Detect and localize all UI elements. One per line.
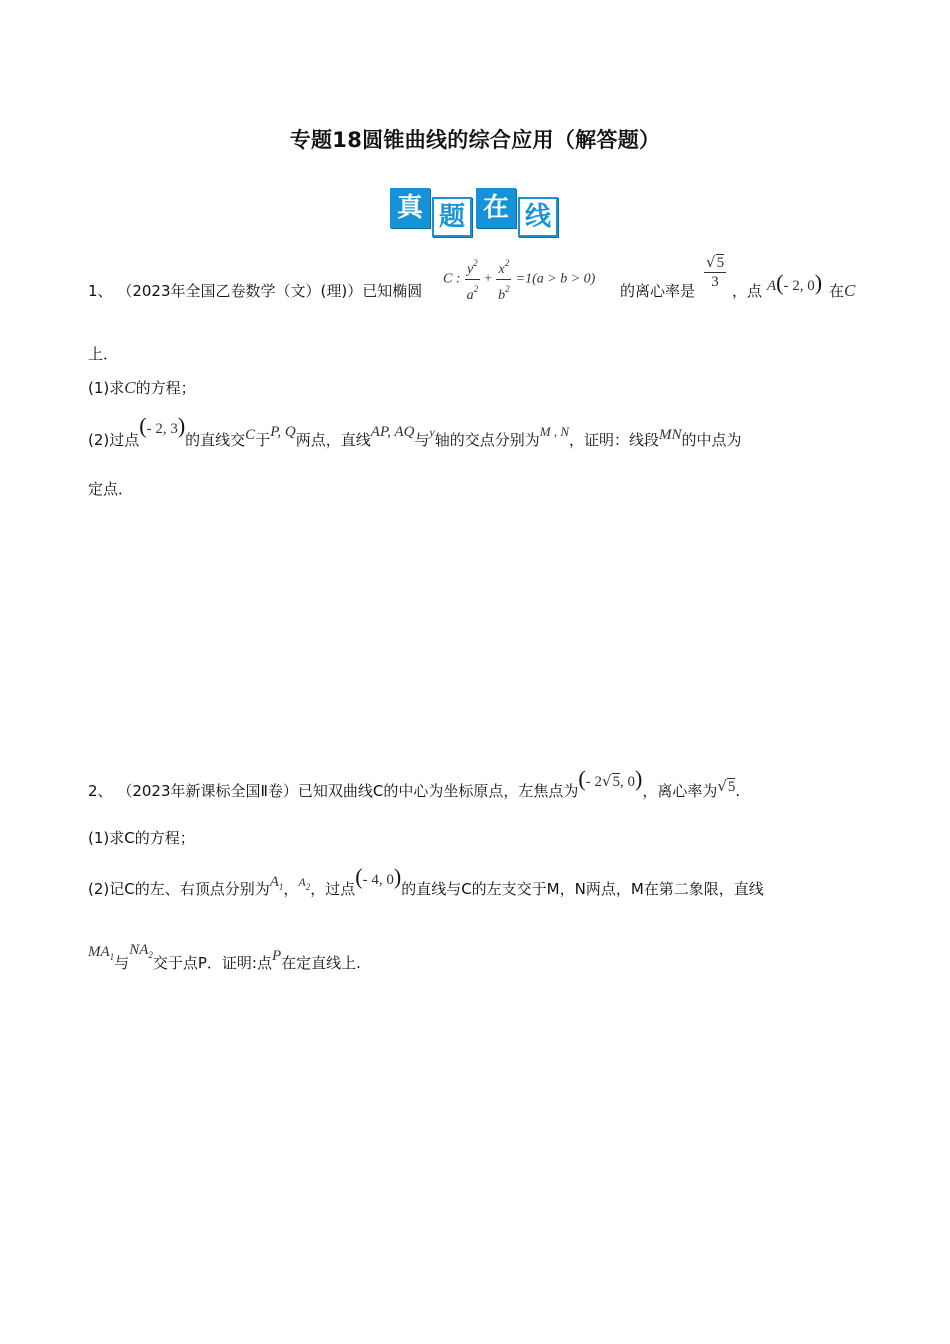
q1-ecc-text: 的离心率是 bbox=[620, 282, 696, 300]
q2-part2-prefix: (2)记C的左、右顶点分别为 bbox=[88, 880, 270, 898]
q1-part2-APAQ: AP, AQ bbox=[370, 424, 415, 440]
badge-char-4: 线 bbox=[518, 197, 558, 237]
q1-part2-text4: 与 bbox=[414, 431, 430, 449]
q1-frac1-num: y bbox=[466, 262, 474, 277]
q1-point-text: ，点 bbox=[732, 282, 763, 300]
badge-char-3: 在 bbox=[476, 188, 516, 228]
q1-eq-prefix: C : bbox=[443, 271, 461, 287]
q1-part2-C: C bbox=[245, 427, 256, 443]
q2-part-2: (2)记C的左、右顶点分别为$A_1$，$^{A_2}$，过点(- 4, 0)的直线与C的左支交于M，N两点，M在第二象限，直线 bbox=[88, 864, 764, 898]
q1-part1-prefix: (1)求 bbox=[88, 379, 125, 397]
q1-frac1-den: a bbox=[466, 288, 474, 303]
q2-A1: $A_1$ bbox=[269, 874, 284, 892]
q1-part2-text5: 轴的交点分别为 bbox=[434, 431, 540, 449]
q1-part1-C: C bbox=[124, 378, 136, 397]
q1-number: 1、 bbox=[88, 282, 113, 300]
q2-NA2: $NA_2$ bbox=[129, 942, 153, 960]
q1-plus: + bbox=[484, 271, 493, 287]
q2-part2-text1: ，过点 bbox=[310, 880, 356, 898]
q2-ecc-text: ，离心率为 bbox=[642, 782, 718, 800]
q1-ecc-num: 5 bbox=[716, 255, 725, 271]
q1-ellipse-equation bbox=[443, 254, 595, 305]
q1-part2-point: - 2, 3 bbox=[146, 421, 178, 437]
q2-P: P bbox=[271, 948, 282, 964]
q2-focus-b: 5 bbox=[612, 774, 621, 790]
q1-part2-text2: 于 bbox=[255, 431, 271, 449]
q2-MA1: $MA_1$ bbox=[88, 944, 115, 962]
q2-part2-end: 在定直线上. bbox=[281, 954, 361, 972]
q2-part2-point: - 4, 0 bbox=[362, 872, 394, 888]
q2-end: . bbox=[735, 782, 741, 800]
q1-frac2-den: b bbox=[498, 288, 506, 303]
q1-part-2: (2)过点(- 2, 3)的直线交C于P, Q两点，直线AP, AQ与$^y$轴的交点分别为M , N，证明：线段MN的中点为 bbox=[88, 413, 742, 449]
q1-part-2-line-2: 定点． bbox=[88, 480, 134, 498]
q1-part2-text6: ，证明：线段 bbox=[569, 431, 660, 449]
q1-curve-C: C bbox=[844, 281, 856, 300]
q1-part2-PQ: P, Q bbox=[270, 424, 296, 440]
q2-source: （2023年新课标全国Ⅱ卷）已知双曲线C的中心为坐标原点，左焦点为 bbox=[117, 782, 579, 800]
q1-ecc-den: 3 bbox=[711, 274, 719, 290]
q1-source: （2023年全国乙卷数学（文）(理)）已知椭圆 bbox=[117, 282, 423, 300]
q1-on: 在 bbox=[829, 282, 845, 300]
q1-part2-y: y bbox=[429, 425, 435, 439]
q2-number: 2、 bbox=[88, 782, 113, 800]
q1-line-1 bbox=[88, 281, 422, 301]
section-badge bbox=[390, 188, 560, 240]
q2-part2-text2: 的直线与C的左支交于M，N两点，M在第二象限，直线 bbox=[401, 880, 764, 898]
q1-part2-text7: 的中点为 bbox=[681, 431, 742, 449]
q1-frac-1: $\frac{y^2}{a^2}$ bbox=[465, 254, 480, 305]
q1-point-A-coords: - 2, 0 bbox=[783, 278, 815, 294]
q2-A2: A2 bbox=[298, 875, 311, 892]
q2-line-1: 2、 （2023年新课标全国Ⅱ卷）已知双曲线C的中心为坐标原点，左焦点为(- 2√5, 0)，离心率为√5. bbox=[88, 766, 741, 800]
q2-with: 与 bbox=[114, 954, 130, 972]
q2-part2-text3: 交于点P．证明:点 bbox=[152, 954, 272, 972]
q1-part-1 bbox=[88, 378, 196, 398]
document-title: 专题18圆锥曲线的综合应用（解答题） bbox=[289, 128, 661, 152]
q1-part2-MN: M , N bbox=[539, 424, 570, 439]
q1-line-2: 上． bbox=[88, 345, 119, 363]
q2-part-2-line-2 bbox=[88, 942, 361, 979]
badge-char-2: 题 bbox=[432, 197, 472, 237]
q1-on-text bbox=[829, 281, 855, 301]
q2-ecc-value: 5 bbox=[727, 779, 736, 795]
q2-focus-c: , 0 bbox=[620, 774, 636, 790]
badge-char-1: 真 bbox=[390, 188, 430, 228]
q2-part-1: (1)求C的方程； bbox=[88, 829, 195, 847]
q1-frac2-num: x bbox=[498, 262, 505, 277]
q1-point-A: A(- 2, 0) bbox=[767, 270, 823, 295]
q1-part1-suffix: 的方程； bbox=[135, 379, 196, 397]
q1-part2-text1: 的直线交 bbox=[185, 431, 246, 449]
q1-part2-text3: 两点，直线 bbox=[295, 431, 371, 449]
q1-eq-suffix: =1(a > b > 0) bbox=[515, 271, 596, 287]
q1-point-A-label: A bbox=[767, 278, 777, 294]
q1-frac-2: $\frac{x^2}{b^2}$ bbox=[496, 254, 511, 305]
q2-focus-a: - 2 bbox=[585, 774, 602, 790]
q2-comma: ， bbox=[283, 880, 299, 898]
q1-part2-MN2: MN bbox=[659, 427, 682, 443]
q1-part2-prefix: (2)过点 bbox=[88, 431, 140, 449]
q1-ecc-value: $\frac{√5}{3}$ bbox=[706, 253, 725, 290]
